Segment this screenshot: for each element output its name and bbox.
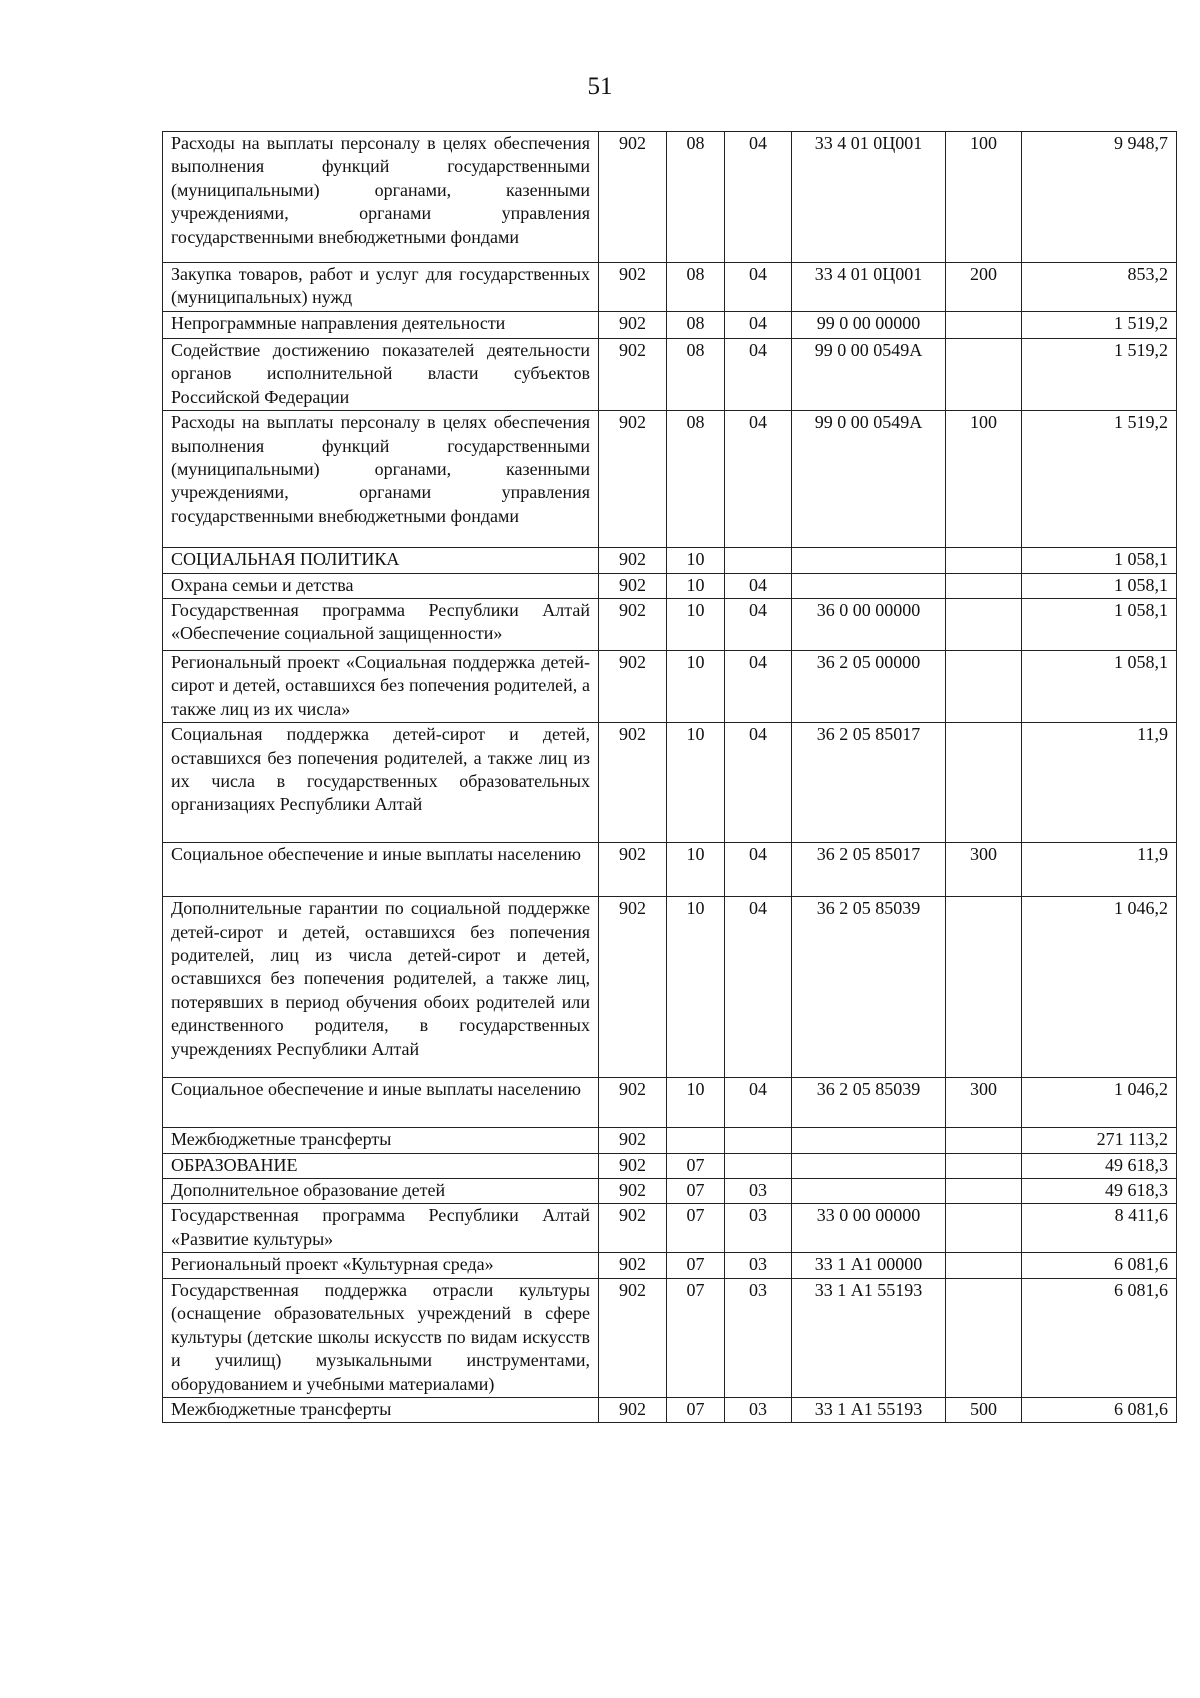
- row-expense-type-cell: [946, 651, 1022, 723]
- row-name-cell: Дополнительные гарантии по социальной поддержке детей-сирот и детей, оставшихся без попечения родителей, лиц из числа детей-сирот и детей, оставшихся без попечения родителей, а также лиц, потерявших в период обучения обоих родителей или единственного родителя, в государственных учреждениях Республики Алтай: [163, 897, 599, 1078]
- row-name-cell: Государственная программа Республики Алтай «Развитие культуры»: [163, 1204, 599, 1253]
- row-grbs-cell: 902: [599, 1128, 667, 1153]
- row-amount-cell: 1 058,1: [1022, 651, 1177, 723]
- table-row: [163, 897, 1177, 1078]
- row-amount-cell: 1 046,2: [1022, 1078, 1177, 1128]
- table-row: [163, 599, 1177, 651]
- row-expense-type-cell: 500: [946, 1397, 1022, 1422]
- row-section-cell: 10: [667, 1078, 725, 1128]
- row-target-article-cell: 36 2 05 85017: [792, 723, 946, 843]
- row-name-cell: Государственная поддержка отрасли культуры (оснащение образовательных учреждений в сфере культуры (детские школы искусств по видам искусств и училищ) музыкальными инструментами, оборудованием и учебными материалами): [163, 1278, 599, 1397]
- row-target-article-cell: 36 2 05 85017: [792, 843, 946, 897]
- row-amount-cell: 6 081,6: [1022, 1278, 1177, 1397]
- row-name-cell: Социальное обеспечение и иные выплаты населению: [163, 843, 599, 897]
- row-expense-type-cell: [946, 599, 1022, 651]
- row-amount-cell: 1 519,2: [1022, 339, 1177, 411]
- row-name-cell: Региональный проект «Культурная среда»: [163, 1253, 599, 1278]
- row-section-cell: [667, 1128, 725, 1153]
- row-expense-type-cell: [946, 723, 1022, 843]
- table-row: [163, 1278, 1177, 1397]
- row-amount-cell: 1 058,1: [1022, 548, 1177, 573]
- row-amount-cell: 6 081,6: [1022, 1253, 1177, 1278]
- row-grbs-cell: 902: [599, 263, 667, 312]
- row-name-cell: Межбюджетные трансферты: [163, 1128, 599, 1153]
- row-subsection-cell: 04: [725, 263, 792, 312]
- row-amount-cell: 853,2: [1022, 263, 1177, 312]
- row-expense-type-cell: 300: [946, 843, 1022, 897]
- row-grbs-cell: 902: [599, 897, 667, 1078]
- row-subsection-cell: 03: [725, 1278, 792, 1397]
- row-section-cell: 07: [667, 1397, 725, 1422]
- table-row: [163, 1397, 1177, 1422]
- row-section-cell: 08: [667, 411, 725, 548]
- table-row: [163, 1078, 1177, 1128]
- row-section-cell: 10: [667, 897, 725, 1078]
- row-amount-cell: 271 113,2: [1022, 1128, 1177, 1153]
- row-subsection-cell: 04: [725, 312, 792, 339]
- table-row: [163, 1204, 1177, 1253]
- row-section-cell: 08: [667, 339, 725, 411]
- row-subsection-cell: [725, 548, 792, 573]
- table-row: [163, 1179, 1177, 1204]
- table-row: [163, 132, 1177, 263]
- row-expense-type-cell: [946, 1278, 1022, 1397]
- row-name-cell: Непрограммные направления деятельности: [163, 312, 599, 339]
- row-grbs-cell: 902: [599, 1253, 667, 1278]
- row-grbs-cell: 902: [599, 411, 667, 548]
- row-subsection-cell: [725, 1153, 792, 1178]
- row-section-cell: 10: [667, 573, 725, 598]
- row-subsection-cell: 03: [725, 1204, 792, 1253]
- row-target-article-cell: 99 0 00 0549А: [792, 339, 946, 411]
- row-section-cell: 07: [667, 1278, 725, 1397]
- row-expense-type-cell: [946, 339, 1022, 411]
- row-target-article-cell: 33 0 00 00000: [792, 1204, 946, 1253]
- table-row: [163, 411, 1177, 548]
- row-subsection-cell: 04: [725, 651, 792, 723]
- row-target-article-cell: 36 2 05 00000: [792, 651, 946, 723]
- row-expense-type-cell: [946, 312, 1022, 339]
- row-subsection-cell: 03: [725, 1253, 792, 1278]
- table-row: [163, 548, 1177, 573]
- row-name-cell: Закупка товаров, работ и услуг для государственных (муниципальных) нужд: [163, 263, 599, 312]
- row-grbs-cell: 902: [599, 132, 667, 263]
- row-amount-cell: 11,9: [1022, 843, 1177, 897]
- row-grbs-cell: 902: [599, 1397, 667, 1422]
- row-grbs-cell: 902: [599, 1278, 667, 1397]
- row-name-cell: Региональный проект «Социальная поддержка детей-сирот и детей, оставшихся без попечения родителей, а также лиц из их числа»: [163, 651, 599, 723]
- row-grbs-cell: 902: [599, 599, 667, 651]
- row-grbs-cell: 902: [599, 651, 667, 723]
- row-name-cell: Государственная программа Республики Алтай «Обеспечение социальной защищенности»: [163, 599, 599, 651]
- row-expense-type-cell: 300: [946, 1078, 1022, 1128]
- row-name-cell: Социальная поддержка детей-сирот и детей, оставшихся без попечения родителей, а также лиц из их числа в государственных образовательных организациях Республики Алтай: [163, 723, 599, 843]
- row-subsection-cell: 04: [725, 339, 792, 411]
- row-grbs-cell: 902: [599, 548, 667, 573]
- page-number: 51: [587, 73, 613, 100]
- row-amount-cell: 6 081,6: [1022, 1397, 1177, 1422]
- row-grbs-cell: 902: [599, 723, 667, 843]
- row-target-article-cell: [792, 548, 946, 573]
- table-row: [163, 843, 1177, 897]
- row-amount-cell: 1 519,2: [1022, 411, 1177, 548]
- row-amount-cell: 1 519,2: [1022, 312, 1177, 339]
- row-target-article-cell: 33 1 А1 55193: [792, 1397, 946, 1422]
- row-subsection-cell: 03: [725, 1179, 792, 1204]
- row-name-cell: Охрана семьи и детства: [163, 573, 599, 598]
- row-amount-cell: 11,9: [1022, 723, 1177, 843]
- row-subsection-cell: 04: [725, 132, 792, 263]
- row-target-article-cell: 99 0 00 00000: [792, 312, 946, 339]
- row-expense-type-cell: 100: [946, 411, 1022, 548]
- row-target-article-cell: 33 4 01 0Ц001: [792, 132, 946, 263]
- row-target-article-cell: 99 0 00 0549А: [792, 411, 946, 548]
- row-name-cell: Содействие достижению показателей деятельности органов исполнительной власти субъектов Российской Федерации: [163, 339, 599, 411]
- row-expense-type-cell: [946, 1153, 1022, 1178]
- row-section-cell: 08: [667, 312, 725, 339]
- row-section-cell: 07: [667, 1153, 725, 1178]
- table-row: [163, 312, 1177, 339]
- row-amount-cell: 8 411,6: [1022, 1204, 1177, 1253]
- row-section-cell: 07: [667, 1253, 725, 1278]
- row-target-article-cell: 33 1 А1 00000: [792, 1253, 946, 1278]
- row-expense-type-cell: [946, 1253, 1022, 1278]
- row-target-article-cell: 36 0 00 00000: [792, 599, 946, 651]
- table-row: [163, 1253, 1177, 1278]
- row-target-article-cell: [792, 1128, 946, 1153]
- row-grbs-cell: 902: [599, 339, 667, 411]
- table-row: [163, 573, 1177, 598]
- row-section-cell: 07: [667, 1179, 725, 1204]
- row-subsection-cell: 04: [725, 411, 792, 548]
- row-section-cell: 08: [667, 263, 725, 312]
- budget-table: [162, 131, 1177, 1423]
- row-grbs-cell: 902: [599, 1179, 667, 1204]
- row-subsection-cell: 04: [725, 1078, 792, 1128]
- row-name-cell: Расходы на выплаты персоналу в целях обеспечения выполнения функций государственными (муниципальными) органами, казенными учреждениями, органами управления государственными внебюджетными фондами: [163, 132, 599, 263]
- row-section-cell: 10: [667, 548, 725, 573]
- row-grbs-cell: 902: [599, 843, 667, 897]
- row-amount-cell: 49 618,3: [1022, 1179, 1177, 1204]
- table-row: [163, 339, 1177, 411]
- row-expense-type-cell: [946, 1128, 1022, 1153]
- row-section-cell: 10: [667, 843, 725, 897]
- row-subsection-cell: [725, 1128, 792, 1153]
- row-amount-cell: 1 058,1: [1022, 599, 1177, 651]
- row-target-article-cell: 36 2 05 85039: [792, 897, 946, 1078]
- row-subsection-cell: 04: [725, 843, 792, 897]
- row-grbs-cell: 902: [599, 1078, 667, 1128]
- row-expense-type-cell: [946, 1179, 1022, 1204]
- row-target-article-cell: [792, 1179, 946, 1204]
- row-grbs-cell: 902: [599, 573, 667, 598]
- row-target-article-cell: 36 2 05 85039: [792, 1078, 946, 1128]
- table-row: [163, 651, 1177, 723]
- row-expense-type-cell: [946, 548, 1022, 573]
- row-grbs-cell: 902: [599, 1153, 667, 1178]
- budget-table-body: [163, 132, 1177, 1423]
- table-row: [163, 723, 1177, 843]
- row-target-article-cell: 33 4 01 0Ц001: [792, 263, 946, 312]
- row-subsection-cell: 04: [725, 599, 792, 651]
- row-subsection-cell: 04: [725, 723, 792, 843]
- row-section-cell: 10: [667, 651, 725, 723]
- row-section-cell: 10: [667, 723, 725, 843]
- row-target-article-cell: [792, 573, 946, 598]
- row-expense-type-cell: 100: [946, 132, 1022, 263]
- row-amount-cell: 9 948,7: [1022, 132, 1177, 263]
- row-subsection-cell: 04: [725, 573, 792, 598]
- row-section-cell: 10: [667, 599, 725, 651]
- row-subsection-cell: 04: [725, 897, 792, 1078]
- row-name-cell: Расходы на выплаты персоналу в целях обеспечения выполнения функций государственными (муниципальными) органами, казенными учреждениями, органами управления государственными внебюджетными фондами: [163, 411, 599, 548]
- row-target-article-cell: 33 1 А1 55193: [792, 1278, 946, 1397]
- row-name-cell: СОЦИАЛЬНАЯ ПОЛИТИКА: [163, 548, 599, 573]
- row-expense-type-cell: [946, 573, 1022, 598]
- row-amount-cell: 1 046,2: [1022, 897, 1177, 1078]
- row-name-cell: Дополнительное образование детей: [163, 1179, 599, 1204]
- table-row: [163, 1128, 1177, 1153]
- row-expense-type-cell: 200: [946, 263, 1022, 312]
- row-section-cell: 08: [667, 132, 725, 263]
- row-name-cell: Межбюджетные трансферты: [163, 1397, 599, 1422]
- row-grbs-cell: 902: [599, 312, 667, 339]
- row-name-cell: Социальное обеспечение и иные выплаты населению: [163, 1078, 599, 1128]
- row-target-article-cell: [792, 1153, 946, 1178]
- row-subsection-cell: 03: [725, 1397, 792, 1422]
- table-row: [163, 263, 1177, 312]
- table-row: [163, 1153, 1177, 1178]
- row-expense-type-cell: [946, 1204, 1022, 1253]
- row-amount-cell: 1 058,1: [1022, 573, 1177, 598]
- row-grbs-cell: 902: [599, 1204, 667, 1253]
- row-expense-type-cell: [946, 897, 1022, 1078]
- row-section-cell: 07: [667, 1204, 725, 1253]
- row-amount-cell: 49 618,3: [1022, 1153, 1177, 1178]
- row-name-cell: ОБРАЗОВАНИЕ: [163, 1153, 599, 1178]
